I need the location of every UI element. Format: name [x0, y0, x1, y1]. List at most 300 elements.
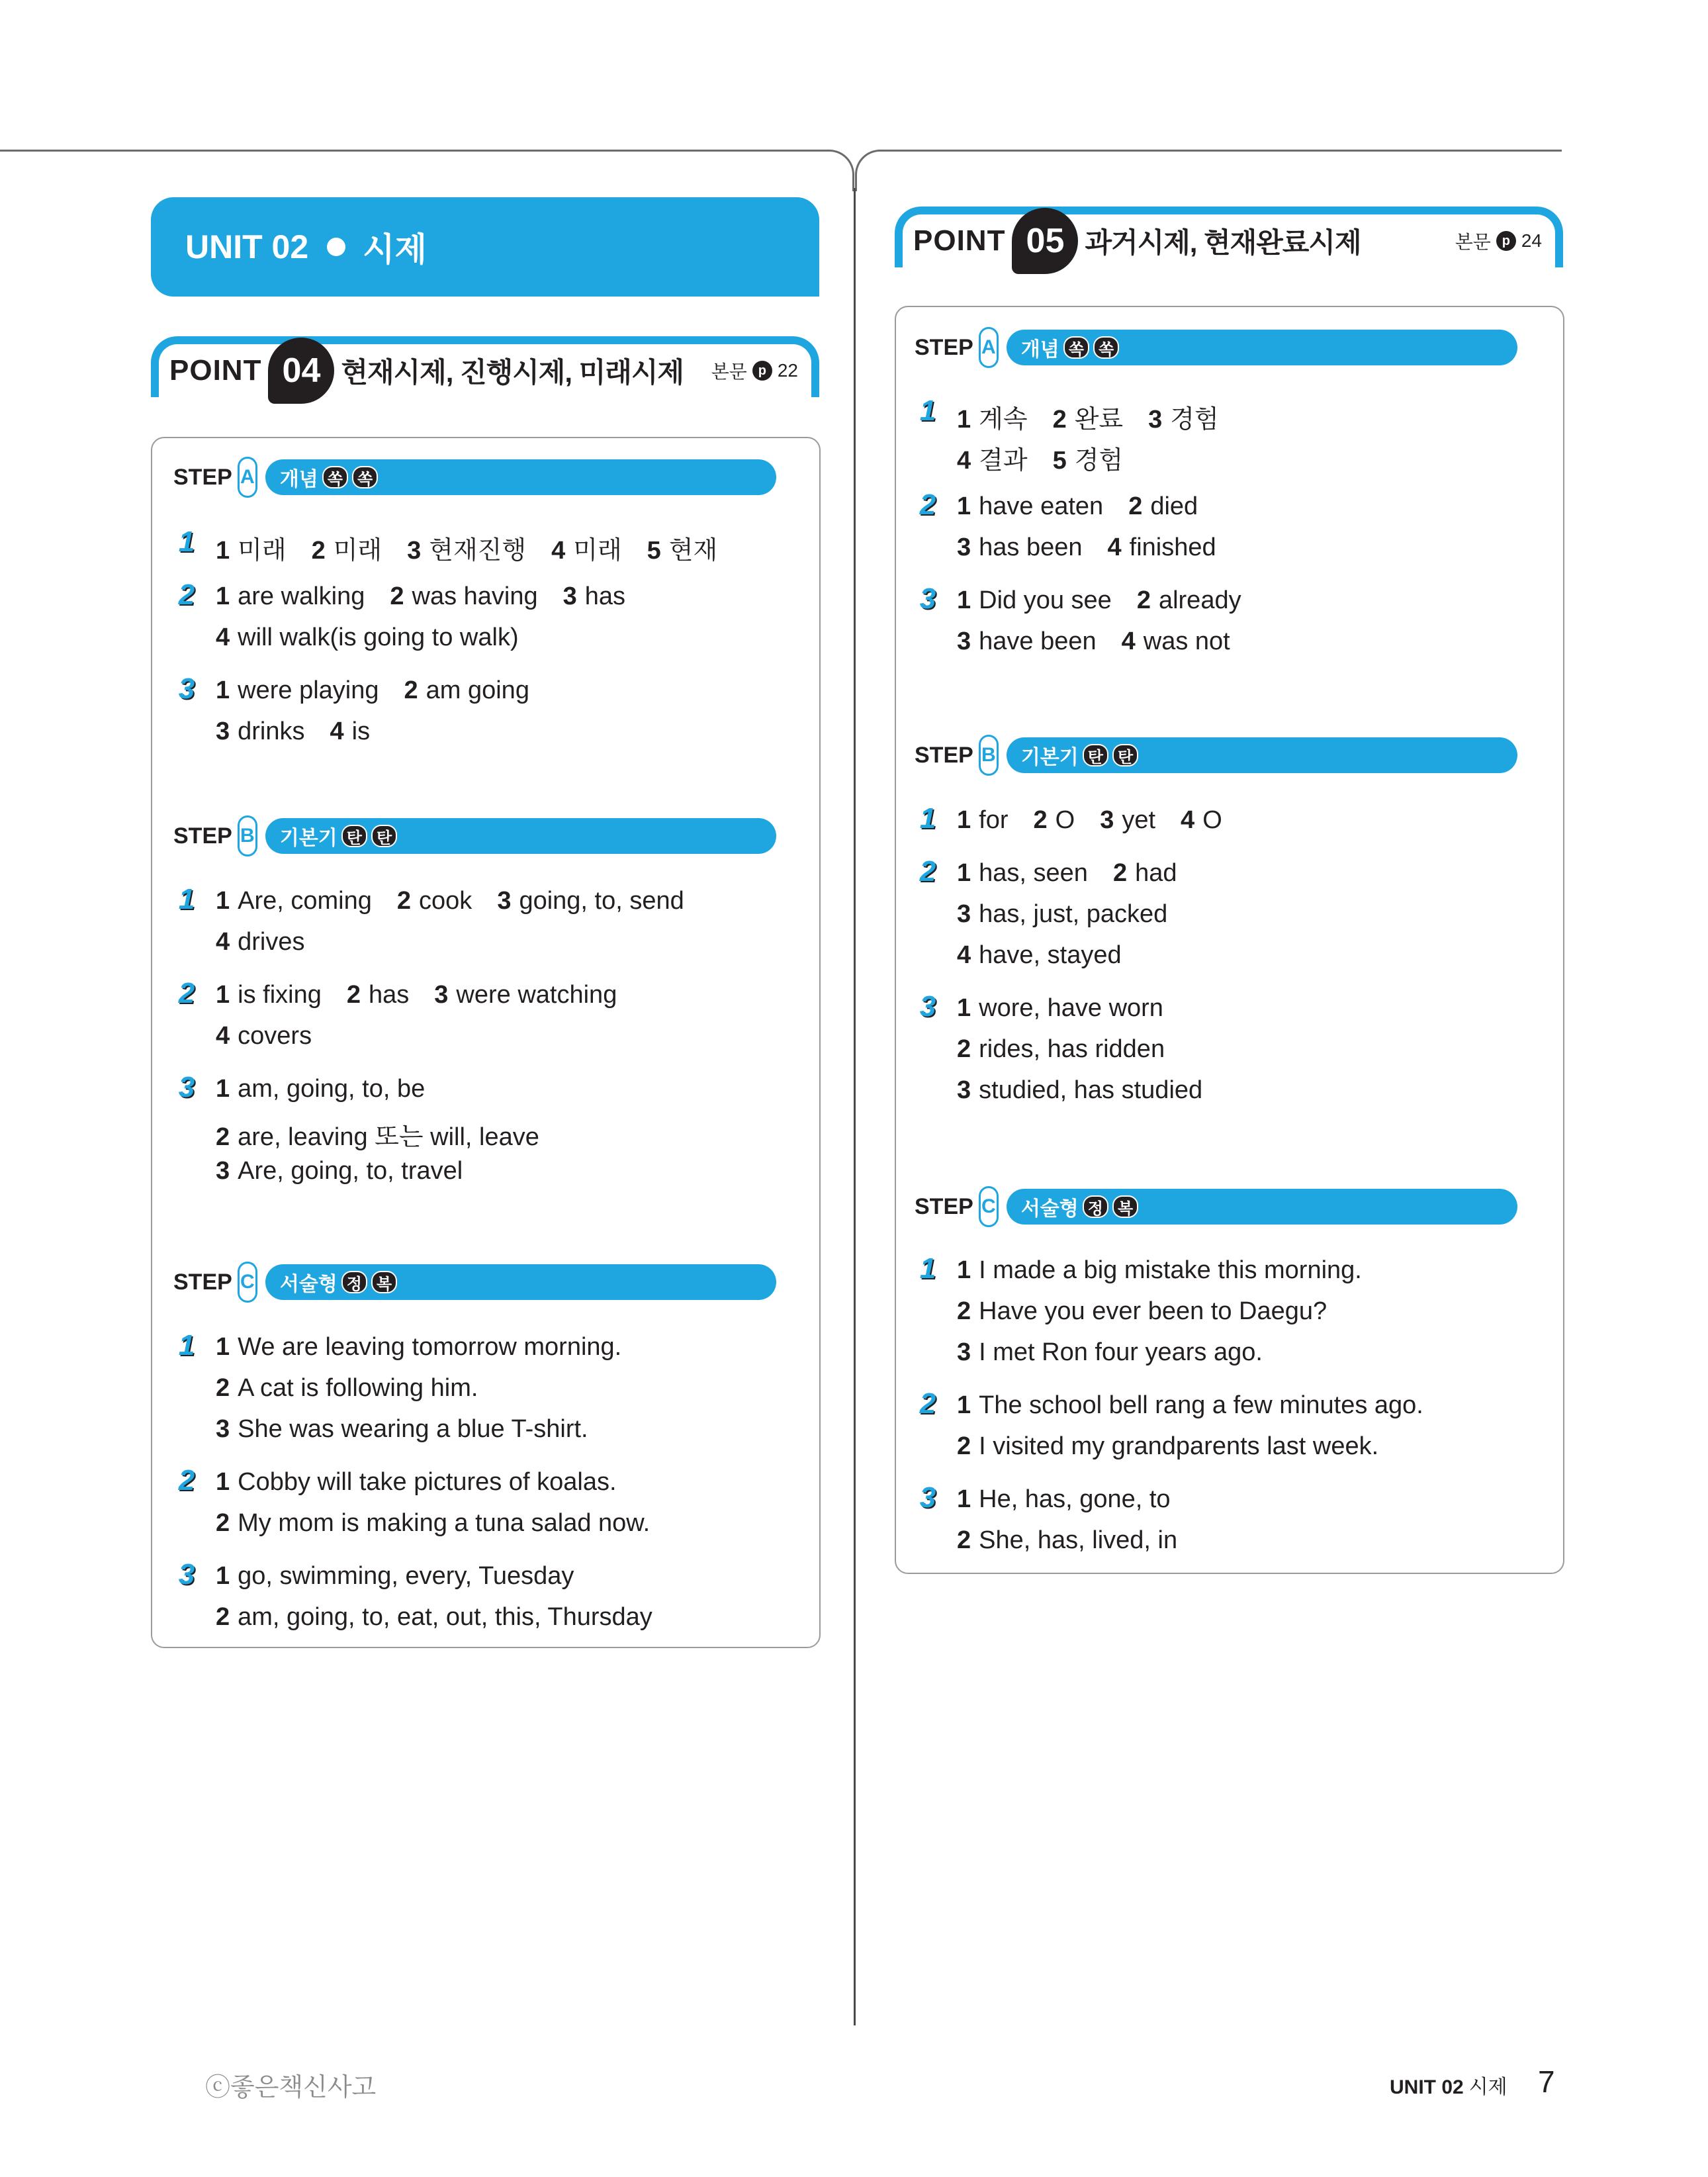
answer-item — [563, 582, 625, 611]
item-number: 2 — [396, 887, 412, 915]
step-title-pill — [1007, 330, 1517, 365]
item-number: 4 — [957, 941, 971, 969]
item-answer: My mom is making a tuna salad now. — [238, 1509, 651, 1537]
answer-item — [957, 492, 1103, 521]
item-number: 2 — [390, 582, 404, 610]
item-answer: am, going, to, eat, out, this, Thursday — [238, 1603, 652, 1631]
step-a-header — [915, 327, 1517, 368]
point-title: 현재시제, 진행시제, 미래시제 — [341, 357, 684, 388]
answer-line — [216, 1509, 675, 1538]
point-number: 04 — [268, 338, 334, 404]
answer-item — [957, 1485, 1171, 1514]
item-number: 2 — [957, 1432, 971, 1460]
question-number-icon: 2 — [919, 1387, 936, 1420]
answer-line — [216, 718, 395, 746]
item-answer: 결과 — [979, 447, 1028, 475]
question-number-icon: 2 — [919, 855, 936, 888]
item-number: 5 — [647, 537, 661, 565]
item-answer: 경험 — [1074, 447, 1124, 475]
answer-line — [957, 859, 1202, 888]
item-answer: wore, have worn — [979, 994, 1163, 1022]
step-b-header — [915, 735, 1517, 776]
item-answer: finished — [1129, 533, 1216, 561]
item-answer: has — [369, 981, 410, 1009]
question-number-icon: 3 — [178, 1071, 195, 1103]
item-answer: 계속 — [979, 406, 1028, 434]
answer-item — [1053, 440, 1124, 476]
item-answer: going, to, send — [519, 887, 684, 915]
answer-line — [216, 1415, 613, 1444]
item-answer: yet — [1122, 806, 1156, 834]
item-number: 1 — [957, 492, 971, 520]
unit-title: 시제 — [363, 231, 427, 268]
item-answer: rides, has ridden — [979, 1035, 1165, 1063]
item-number: 3 — [957, 1076, 971, 1104]
answer-item — [957, 941, 1122, 970]
step-badge: 탄 — [1083, 744, 1108, 766]
answer-item — [407, 530, 526, 566]
item-number: 1 — [957, 994, 971, 1022]
answer-line — [216, 530, 742, 566]
item-number: 1 — [216, 582, 230, 610]
step-badge: 쏙 — [352, 466, 378, 488]
point-label: POINT — [913, 224, 1006, 257]
page-icon: p — [1496, 231, 1516, 251]
step-title: 서술형 — [279, 1274, 337, 1295]
item-answer: The school bell rang a few minutes ago. — [979, 1391, 1423, 1419]
answer-line — [957, 900, 1192, 929]
item-answer: A cat is following him. — [238, 1374, 478, 1402]
item-number: 4 — [216, 928, 230, 956]
step-a-header — [173, 457, 776, 498]
item-answer: had — [1135, 859, 1177, 887]
item-number: 2 — [1052, 406, 1067, 434]
footer-unit — [1390, 2070, 1507, 2100]
item-answer: are walking — [238, 582, 365, 610]
item-answer: We are leaving tomorrow morning. — [238, 1333, 622, 1361]
answer-item — [957, 627, 1097, 656]
page-reference-label: 본문 — [1455, 232, 1491, 252]
step-badge: 탄 — [341, 825, 367, 847]
answer-item — [1122, 627, 1230, 656]
step-title: 기본기 — [279, 827, 337, 849]
item-number: 4 — [1107, 533, 1122, 561]
answer-item — [216, 676, 379, 705]
answer-line — [216, 1075, 450, 1103]
page-reference-number: 22 — [777, 360, 798, 381]
step-title-pill — [265, 818, 776, 854]
step-label: STEP — [173, 823, 232, 849]
page-reference-number: 24 — [1521, 230, 1542, 251]
step-letter-icon: C — [238, 1262, 257, 1303]
top-rule-left — [0, 150, 827, 152]
answer-item — [216, 1022, 312, 1050]
item-number: 2 — [1136, 586, 1151, 614]
question-number-icon: 3 — [178, 672, 195, 705]
answer-item — [957, 859, 1088, 888]
answer-line — [216, 1603, 678, 1632]
item-number: 2 — [216, 1123, 230, 1151]
answer-item — [957, 1432, 1378, 1461]
item-answer: already — [1158, 586, 1241, 614]
item-answer: is fixing — [238, 981, 322, 1009]
answer-item — [216, 1374, 478, 1403]
item-answer: I visited my grandparents last week. — [979, 1432, 1379, 1460]
answer-line — [957, 398, 1244, 435]
item-answer: 미래 — [238, 537, 287, 565]
unit-banner — [151, 197, 819, 297]
item-answer: 현재진행 — [429, 537, 527, 565]
answer-line — [957, 941, 1147, 970]
page-number: 7 — [1538, 2064, 1555, 2099]
answer-item — [647, 530, 718, 566]
step-badge: 쏙 — [1093, 336, 1119, 359]
answer-item — [216, 718, 305, 746]
answer-line — [957, 1526, 1202, 1555]
item-answer: have been — [979, 627, 1097, 655]
item-answer: were watching — [456, 981, 617, 1009]
item-number: 1 — [216, 1468, 230, 1496]
item-number: 4 — [1121, 627, 1136, 655]
answer-item — [216, 530, 287, 566]
answer-line — [216, 676, 555, 705]
item-answer: am, going, to, be — [238, 1075, 426, 1103]
step-letter-icon: B — [979, 735, 999, 776]
step-title: 서술형 — [1020, 1198, 1079, 1220]
answer-line — [957, 1256, 1387, 1285]
step-c-header — [915, 1186, 1517, 1227]
step-badge: 복 — [1112, 1195, 1138, 1218]
item-answer: Are, coming — [238, 887, 372, 915]
answer-item — [957, 1035, 1165, 1064]
answer-item — [1108, 533, 1216, 562]
answer-item — [957, 1076, 1202, 1105]
answer-item — [216, 1157, 463, 1185]
item-number: 2 — [957, 1526, 971, 1554]
item-number: 3 — [1100, 806, 1114, 834]
item-number: 2 — [957, 1035, 971, 1063]
item-answer: cook — [419, 887, 472, 915]
item-answer: was having — [412, 582, 538, 610]
question-number-icon: 1 — [178, 526, 195, 558]
page-icon: p — [752, 361, 772, 381]
answer-item — [957, 1297, 1327, 1326]
answer-line — [216, 582, 651, 611]
item-answer: has been — [979, 533, 1083, 561]
answer-line — [216, 1116, 564, 1152]
step-badge: 쏙 — [322, 466, 348, 488]
answer-line — [957, 1035, 1190, 1064]
page-reference — [1455, 228, 1542, 254]
item-number: 1 — [957, 1256, 971, 1284]
item-number: 1 — [957, 859, 971, 887]
step-title-pill — [1007, 737, 1517, 773]
step-label: STEP — [915, 334, 973, 360]
item-answer: go, swimming, every, Tuesday — [238, 1562, 574, 1590]
answer-line — [957, 806, 1247, 835]
item-answer: are, leaving 또는 will, leave — [238, 1123, 539, 1151]
question-number-icon: 1 — [919, 802, 936, 835]
item-answer: died — [1150, 492, 1198, 520]
point-title: 과거시제, 현재완료시제 — [1085, 227, 1361, 258]
answer-item — [216, 582, 365, 611]
step-label: STEP — [173, 464, 232, 490]
top-rule-right — [880, 150, 1562, 152]
item-number: 3 — [434, 981, 449, 1009]
answer-item — [957, 994, 1163, 1023]
answer-item — [216, 981, 322, 1009]
item-number: 4 — [551, 537, 566, 565]
answer-item — [216, 1562, 574, 1591]
question-number-icon: 2 — [919, 488, 936, 521]
step-label: STEP — [915, 1193, 973, 1219]
answer-item — [957, 1526, 1177, 1555]
item-answer: has, just, packed — [979, 900, 1168, 928]
item-answer: 현재 — [668, 537, 718, 565]
answer-line — [957, 1076, 1228, 1105]
item-number: 3 — [1148, 406, 1163, 434]
answer-line — [957, 1297, 1352, 1326]
question-number-icon: 1 — [178, 883, 195, 915]
answer-line — [957, 627, 1255, 656]
item-number: 4 — [1181, 806, 1195, 834]
item-number: 2 — [404, 676, 418, 704]
item-number: 4 — [957, 447, 971, 475]
step-b-header — [173, 815, 776, 857]
item-answer: Did you see — [979, 586, 1112, 614]
answer-line — [957, 1485, 1196, 1514]
unit-label: UNIT 02 — [185, 228, 309, 265]
step-title-pill — [1007, 1189, 1517, 1225]
item-number: 2 — [216, 1603, 230, 1631]
point-04-header — [151, 336, 819, 397]
item-number: 1 — [216, 537, 230, 565]
item-number: 4 — [216, 1022, 230, 1050]
point-number: 05 — [1012, 208, 1078, 274]
step-badge: 복 — [371, 1271, 397, 1293]
step-c-header — [173, 1262, 776, 1303]
question-number-icon: 3 — [919, 1481, 936, 1514]
footer-unit-title: 시제 — [1468, 2076, 1507, 2098]
top-rule-curve-right — [855, 150, 882, 191]
item-answer: Are, going, to, travel — [238, 1157, 463, 1185]
item-answer: was not — [1143, 627, 1230, 655]
answer-line — [957, 440, 1148, 476]
answer-item — [397, 887, 472, 915]
item-answer: I met Ron four years ago. — [979, 1338, 1263, 1366]
item-answer: studied, has studied — [979, 1076, 1203, 1104]
item-number: 4 — [330, 718, 344, 745]
step-badge: 정 — [1083, 1195, 1108, 1218]
step-badge: 정 — [341, 1271, 367, 1293]
answer-line — [216, 981, 642, 1009]
answer-item — [957, 398, 1028, 435]
answer-line — [957, 492, 1223, 521]
item-answer: drinks — [238, 718, 305, 745]
item-number: 3 — [216, 1157, 230, 1185]
answer-item — [957, 1256, 1362, 1285]
answer-item — [1034, 806, 1075, 835]
item-number: 1 — [957, 806, 971, 834]
answer-line — [216, 887, 709, 915]
answer-item — [1137, 586, 1241, 615]
answer-item — [957, 900, 1167, 929]
answer-line — [216, 1157, 488, 1185]
item-answer: has, seen — [979, 859, 1088, 887]
answer-item — [312, 530, 382, 566]
answer-line — [957, 1391, 1449, 1420]
item-answer: will walk(is going to walk) — [238, 624, 519, 651]
item-number: 1 — [957, 1391, 971, 1419]
answer-item — [404, 676, 529, 705]
item-number: 3 — [407, 537, 422, 565]
answer-item — [216, 1603, 652, 1632]
item-number: 2 — [346, 981, 361, 1009]
item-number: 4 — [216, 624, 230, 651]
item-number: 2 — [1033, 806, 1048, 834]
question-number-icon: 1 — [919, 394, 936, 427]
item-number: 3 — [957, 900, 971, 928]
item-answer: drives — [238, 928, 305, 956]
step-letter-icon: A — [238, 457, 257, 498]
answer-line — [216, 624, 544, 652]
answer-item — [216, 1075, 425, 1103]
step-title: 개념 — [1020, 339, 1059, 361]
item-number: 1 — [216, 981, 230, 1009]
answer-item — [551, 530, 622, 566]
answer-item — [216, 1333, 621, 1362]
item-number: 2 — [311, 537, 326, 565]
answer-line — [957, 586, 1267, 615]
item-answer: 완료 — [1074, 406, 1124, 434]
answer-item — [216, 928, 305, 956]
page-divider — [854, 188, 856, 2025]
item-number: 1 — [216, 887, 230, 915]
item-answer: She was wearing a blue T-shirt. — [238, 1415, 588, 1443]
question-number-icon: 1 — [178, 1329, 195, 1362]
question-number-icon: 1 — [919, 1252, 936, 1285]
item-number: 2 — [1112, 859, 1128, 887]
bullet-icon — [327, 238, 345, 256]
question-number-icon: 3 — [919, 990, 936, 1023]
step-label: STEP — [915, 742, 973, 768]
item-answer: 경험 — [1170, 406, 1219, 434]
item-number: 3 — [216, 1415, 230, 1443]
item-answer: He, has, gone, to — [979, 1485, 1171, 1513]
item-number: 2 — [957, 1297, 971, 1325]
step-badge: 탄 — [371, 825, 397, 847]
answer-item — [1148, 398, 1219, 435]
answer-line — [216, 928, 330, 956]
step-badge: 쏙 — [1063, 336, 1089, 359]
page-reference — [711, 357, 798, 384]
answer-line — [216, 1562, 599, 1591]
item-answer: O — [1055, 806, 1075, 834]
item-number: 3 — [497, 887, 512, 915]
answer-item — [497, 887, 684, 915]
answer-item — [216, 1468, 617, 1497]
answer-item — [957, 533, 1083, 562]
item-answer: 미래 — [333, 537, 382, 565]
answer-item — [216, 1509, 650, 1538]
page-reference-label: 본문 — [711, 361, 747, 382]
answer-item — [347, 981, 409, 1009]
answer-item — [216, 1116, 539, 1152]
answer-line — [957, 1432, 1404, 1461]
item-number: 1 — [216, 1562, 230, 1590]
item-number: 1 — [216, 1333, 230, 1361]
answer-item — [1053, 398, 1124, 435]
footer-unit-label: UNIT 02 — [1390, 2076, 1464, 2098]
answer-line — [957, 994, 1189, 1023]
answer-item — [216, 887, 372, 915]
answer-item — [330, 718, 371, 746]
item-answer: have eaten — [979, 492, 1104, 520]
question-number-icon: 2 — [178, 977, 195, 1009]
copyright: ⓒ좋은책신사고 — [205, 2074, 377, 2102]
item-number: 1 — [957, 406, 971, 434]
answer-item — [1100, 806, 1155, 835]
item-number: 3 — [216, 718, 230, 745]
item-answer: O — [1202, 806, 1222, 834]
item-number: 1 — [957, 1485, 971, 1513]
item-answer: Have you ever been to Daegu? — [979, 1297, 1327, 1325]
question-number-icon: 2 — [178, 1464, 195, 1497]
answer-item — [1128, 492, 1198, 521]
item-number: 3 — [957, 1338, 971, 1366]
item-number: 1 — [216, 676, 230, 704]
item-answer: has — [584, 582, 626, 610]
item-answer: Cobby will take pictures of koalas. — [238, 1468, 617, 1496]
step-title: 기본기 — [1020, 747, 1079, 768]
answer-item — [957, 1391, 1423, 1420]
point-05-header — [895, 207, 1563, 267]
item-answer: 미래 — [573, 537, 622, 565]
answer-line — [216, 1022, 337, 1050]
item-number: 3 — [957, 533, 971, 561]
step-label: STEP — [173, 1269, 232, 1295]
item-answer: were playing — [238, 676, 379, 704]
item-number: 3 — [562, 582, 577, 610]
item-answer: am going — [426, 676, 529, 704]
item-number: 2 — [1128, 492, 1143, 520]
question-number-icon: 2 — [178, 579, 195, 611]
step-title: 개념 — [279, 469, 318, 490]
step-title-pill — [265, 1264, 776, 1300]
question-number-icon: 3 — [178, 1558, 195, 1591]
answer-item — [1113, 859, 1177, 888]
question-number-icon: 3 — [919, 582, 936, 615]
item-number: 1 — [216, 1075, 230, 1103]
item-answer: covers — [238, 1022, 312, 1050]
item-number: 2 — [216, 1374, 230, 1402]
answer-line — [957, 533, 1241, 562]
item-answer: I made a big mistake this morning. — [979, 1256, 1362, 1284]
item-number: 2 — [216, 1509, 230, 1537]
step-letter-icon: A — [979, 327, 999, 368]
item-answer: She, has, lived, in — [979, 1526, 1178, 1554]
answer-line — [216, 1333, 647, 1362]
answer-item — [216, 624, 519, 652]
answer-item — [216, 1415, 588, 1444]
step-letter-icon: B — [238, 815, 257, 857]
answer-item — [390, 582, 537, 611]
answer-item — [957, 1338, 1263, 1367]
item-number: 1 — [957, 586, 971, 614]
point-label: POINT — [169, 354, 262, 387]
item-answer: for — [979, 806, 1009, 834]
top-rule-curve-left — [827, 150, 854, 191]
